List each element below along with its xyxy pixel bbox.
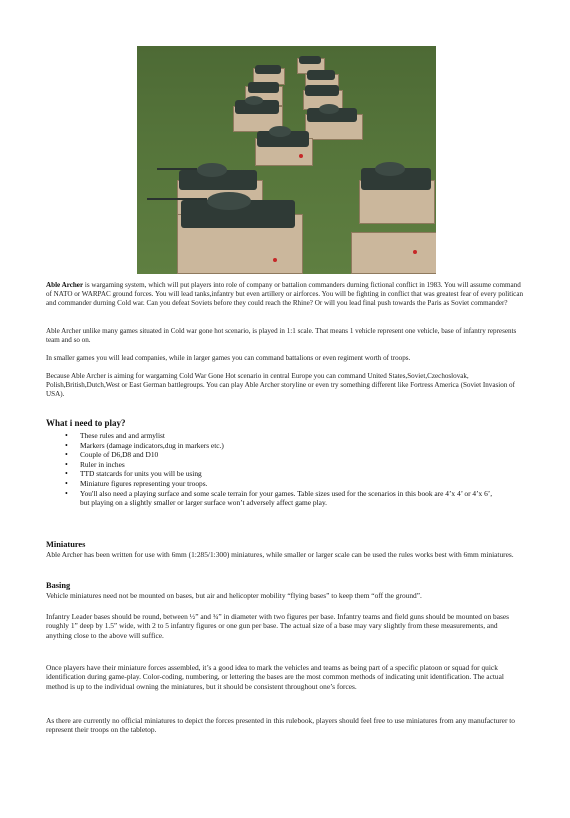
intro-paragraph-2: Able Archer unlike many games situated in Cold war gone hot scenario, is played in 1:1 scale. That means 1 vehicle represent one vehicle, base of infantry represents team and so on.: [46, 327, 517, 345]
intro-p1-text: is wargaming system, which will put players into role of company or battalion commanders durning fictional conflict in 1983. You will assume command of NATO or WARPAC ground forces. You will lead tanks,infantry but even artillery or airforces. You will be fighting in conflict that was greatest fear of every politican and commander durning Cold war. Can you defeat Soviets before they could reach the Rhine? Or will you lead final push towards the Paris as Soviet commander?: [46, 281, 524, 308]
needs-heading: What i need to play?: [46, 418, 126, 428]
list-item: • Couple of D6,D8 and D10: [60, 450, 500, 460]
list-item: • These rules and and armylist: [60, 431, 500, 441]
miniatures-text: Able Archer has been written for use with 6mm (1:285/1:300) miniatures, while smaller or larger scale can be used the rules works best with 6mm miniatures.: [46, 550, 514, 559]
list-item: • TTD statcards for units you will be using: [60, 469, 500, 479]
basing-paragraph-2: Infantry Leader bases should be round, between ½” and ¾” in diameter with two figures per base. Infantry teams and field guns should be mounted on bases roughly 1” deep by 1.5” wide, with 2 to 5 infantry figures or one gun per base. The actual size of a base may vary slightly from these measurements, and anything close to the above will suffice.: [46, 612, 510, 640]
intro-paragraph-3: In smaller games you will lead companies, while in larger games you can command battalions or even regiment worth of troops.: [46, 354, 411, 362]
tank-miniatures-photo: [137, 46, 436, 274]
basing-paragraph-3: Once players have their miniature forces assembled, it’s a good idea to mark the vehicles and teams as being part of a specific platoon or squad for quick identification during game-play. Color-coding, numbering, or lettering the bases are the most common methods of indicating unit identification. The actual method is up to the individual owning the miniatures, but it should be consistent throughout one’s forces.: [46, 663, 504, 691]
intro-paragraph-4: Because Able Archer is aiming for wargaming Cold War Gone Hot scenario in central Europe you can command United States,Soviet,Czechoslovak, Polish,British,Dutch,West or East German battlegroups. You can play Able Archer storyline or even try something different like Fortress America (Soviet Invasion of USA).: [46, 372, 515, 399]
game-title: Able Archer: [46, 281, 84, 289]
basing-paragraph-4: As there are currently no official miniatures to depict the forces presented in this rulebook, players should feel free to use miniatures from any manufacturer to represent their troops on the tabletop.: [46, 716, 516, 735]
list-item: • Markers (damage indicators,dug in markers etc.): [60, 441, 500, 451]
needs-list: [60, 431, 500, 508]
miniatures-heading: Miniatures: [46, 540, 86, 549]
basing-heading: Basing: [46, 581, 71, 590]
list-item: • Ruler in inches: [60, 460, 500, 470]
list-item: • Miniature figures representing your troops.: [60, 479, 500, 489]
intro-paragraph-1: [46, 281, 524, 309]
basing-paragraph-1: Vehicle miniatures need not be mounted on bases, but air and helicopter mobility “flying bases” to keep them “off the ground”.: [46, 591, 422, 600]
list-item: • You'll also need a playing surface and some scale terrain for your games. Table sizes used for the scenarios in this book are 4’x 4’ or 4’x 6’, but playing on a slightly smaller or larger surface won’t adversely affect game play.: [60, 489, 500, 508]
